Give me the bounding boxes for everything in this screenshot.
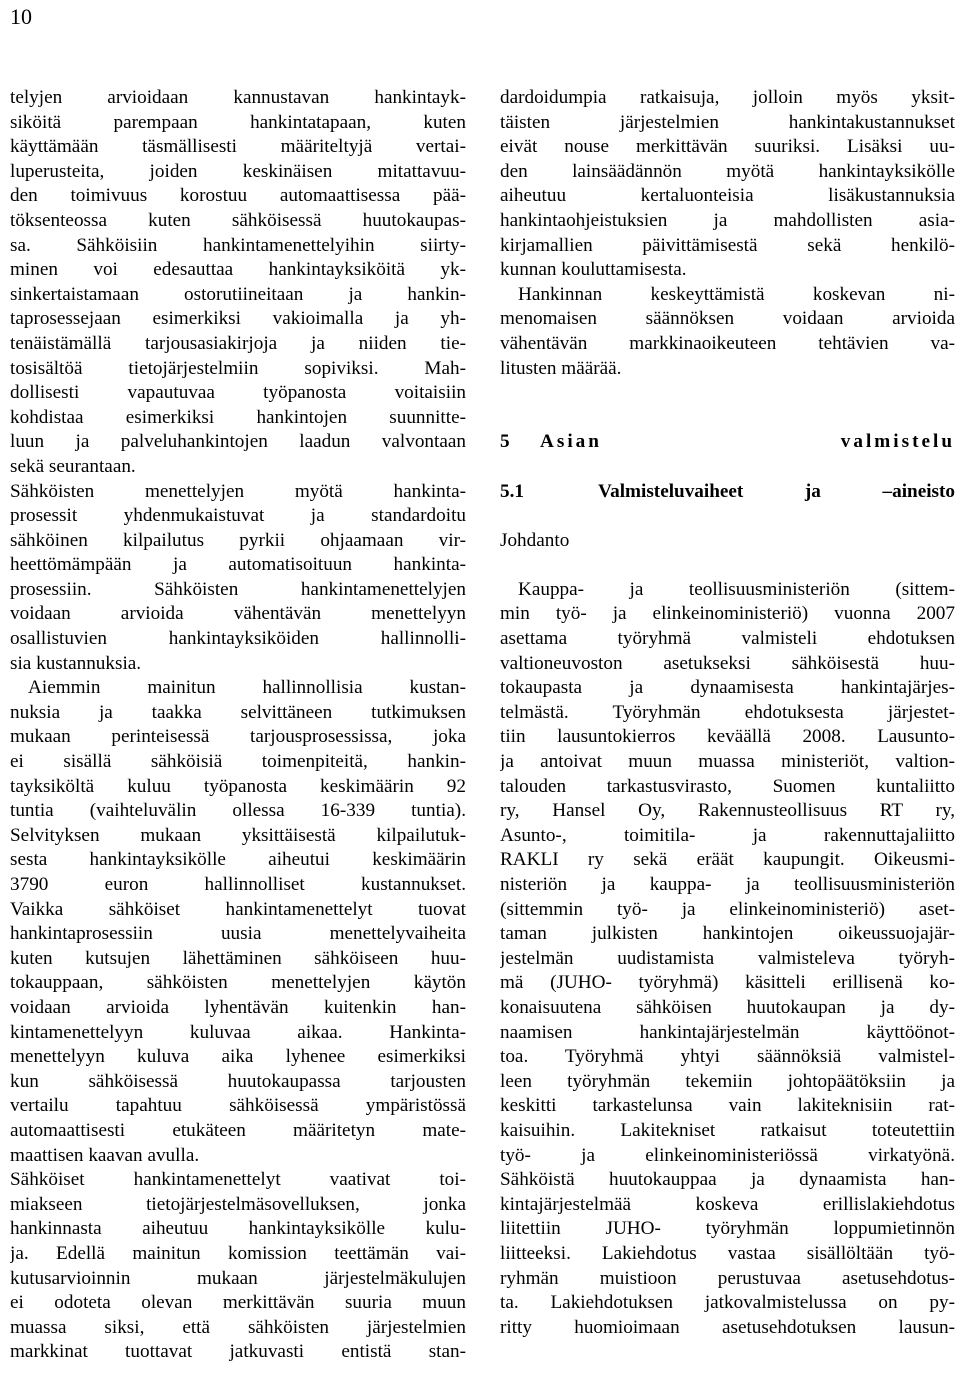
text-line: kintamenettelyyn kuluvaa aikaa. Hankinta- [10,1021,466,1043]
text-line: RAKLI ry sekä eräät kaupungit. Oikeusmi- [500,849,955,871]
text-line: mukaan perinteisessä tarjousprosessissa, joka [10,726,466,748]
text-line: ei sisällä sähköisiä toimenpiteitä, hankin- [10,751,466,773]
text-line: muassa siksi, että sähköisten järjestelmien [10,1316,466,1338]
text-line: tokauppaan, sähköisten menettelyjen käytön [10,972,466,994]
text-line: valtioneuvoston asetukseksi sähköisestä huu- [500,652,955,674]
text-line: hankintaohjeistuksien ja mahdollisten asia- [500,209,955,231]
text-line: miakseen tietojärjestelmäsovelluksen, jonka [10,1193,466,1215]
text-line: sa. Sähköisiin hankintamenettelyihin siirty- [10,234,466,256]
text-line: ry, Hansel Oy, Rakennusteollisuus RT ry, [500,800,955,822]
text-line: heettömämpään ja automatisoituun hankinta- [10,554,466,576]
text-line: osallistuvien hankintayksiköiden hallinnolli- [10,628,466,650]
text-line: taman julkisten hankintojen oikeussuojajär- [500,923,955,945]
text-line: asettama työryhmä valmisteli ehdotuksen [500,628,955,650]
text-line: sesta hankintayksikölle aiheutui keskimäärin [10,849,466,871]
text-line: Kauppa- ja teollisuusministeriön (sittem- [518,578,955,600]
text-line: liitteeksi. Lakiehdotus vastaa sisällöltään työ- [500,1242,955,1264]
text-line: kaisuihin. Lakitekniset ratkaisut toteutettiin [500,1119,955,1141]
text-line: ritty huomioimaan asetusehdotuksen lausun- [500,1316,955,1338]
text-line: tokaupasta ja dynaamisesta hankintajärjes- [500,677,955,699]
text-line: litusten määrää. [500,357,622,379]
text-line: automaattisesti etukäteen määritetyn mate- [10,1119,466,1141]
text-line: telmästä. Työryhmän ehdotuksesta järjestet- [500,701,955,723]
text-line: den toimivuus korostuu automaattisessa pää- [10,185,466,207]
page-number: 10 [10,4,32,29]
text-line: tiin lausuntokierros keväällä 2008. Lausunto- [500,726,955,748]
text-line: tosisältöä tietojärjestelmiin sopiviksi. Mah- [10,357,466,379]
text-line: ta. Lakiehdotuksen jatkovalmistelussa on py- [500,1292,955,1314]
text-line: konaisuutena sähköisen huutokaupan ja dy- [500,996,955,1018]
right-column-body-text [500,578,955,1340]
subsection-heading [500,480,955,505]
text-line: aiheutuu kertaluonteisia lisäkustannuksia [500,185,955,207]
text-line: käyttämään täsmällisesti määriteltyjä vertai- [10,136,466,158]
text-line: menettelyyn kuluva aika lyhenee esimerkiksi [10,1046,466,1068]
text-line: Sähköistä huutokauppaa ja dynaamista han- [500,1169,955,1191]
text-line: kutusarvioinnin mukaan järjestelmäkulujen [10,1267,466,1289]
left-column [10,86,466,1365]
subsection-number: 5.1 [500,480,524,502]
right-column-top-text [500,86,955,381]
text-line: Vaikka sähköiset hankintamenettelyt tuovat [10,898,466,920]
text-line: sia kustannuksia. [10,652,142,674]
text-line: ryhmän muistioon perustuvaa asetusehdotus- [500,1267,955,1289]
text-line: Hankinnan keskeyttämistä koskevan ni- [518,283,955,305]
section-number: 5 [500,431,510,453]
text-line: nisteriön ja kauppa- ja teollisuusministeriön [500,874,955,895]
text-line: minen voi edesauttaa hankintayksiköitä yk- [10,259,466,281]
text-line: maattisen kaavan avulla. [10,1144,200,1166]
text-line: (sittemmin työ- ja elinkeinoministeriö) aset- [500,898,955,920]
text-line: Sähköisten menettelyjen myötä hankinta- [10,480,466,502]
right-column [500,86,955,1340]
text-line: mä (JUHO- työryhmä) käsitteli erillisenä ko- [500,972,955,994]
text-line: menomaisen säännöksen voidaan arvioida [500,308,955,330]
text-line: prosessit yhdenmukaistuvat ja standardoitu [10,505,466,527]
text-line: kuten kutsujen lähettäminen sähköiseen huu- [10,947,466,969]
text-line: 3790 euron hallinnolliset kustannukset. [10,874,466,895]
text-line: taprosessejaan esimerkiksi vakioimalla ja yh- [10,308,466,330]
text-line: sinkertaistamaan ostorutiineitaan ja hankin- [10,283,466,305]
text-line: Selvityksen mukaan yksittäisestä kilpailutuk- [10,824,466,846]
text-line: markkinat tuottavat jatkuvasti entistä stan- [10,1341,466,1363]
text-line: tenäistämällä tarjousasiakirjoja ja niiden tie- [10,332,466,354]
text-line: Sähköiset hankintamenettelyt vaativat toi- [10,1169,466,1191]
text-line: ei odoteta olevan merkittävän suuria muun [10,1292,466,1314]
text-line: jestelmän uudistamista valmisteleva työryh- [500,947,955,969]
text-line: eivät nouse merkittävän suuriksi. Lisäksi uu- [500,136,955,158]
text-line: talouden tarkastusvirasto, Suomen kuntaliitto [500,775,955,797]
text-line: nuksia ja taakka selvittäneen tutkimuksen [10,701,466,723]
text-line: luperusteita, joiden keskinäisen mitattavuu- [10,160,466,182]
text-line: toa. Työryhmä yhtyi säännöksiä valmistel- [500,1046,955,1068]
text-line: naamisen hankintajärjestelmän käyttöönot- [500,1021,955,1043]
text-line: kintajärjestelmää koskeva erillislakiehdotus [500,1193,955,1215]
subheading-johdanto: Johdanto [500,529,570,551]
text-line: tuntia (vaihteluvälin ollessa 16-339 tuntia). [10,800,466,822]
text-line: sekä seurantaan. [10,455,136,477]
text-line: dollisesti vapautuvaa työpanosta voitaisiin [10,382,466,404]
text-line: Aiemmin mainitun hallinnollisia kustan- [28,677,466,699]
text-line: työ- ja elinkeinoministeriössä virkatyönä. [500,1144,955,1166]
section-heading [500,430,955,455]
text-line: täisten järjestelmien hankintakustannukset [500,111,955,133]
text-line: telyjen arvioidaan kannustavan hankintayk- [10,87,466,108]
text-line: töksenteossa kuten sähköisessä huutokaupas- [10,209,466,231]
text-line: vähentävän markkinaoikeuteen tehtävien va- [500,332,955,354]
text-line: den lainsäädännön myötä hankintayksikölle [500,160,955,182]
section-title: Asian valmistelu [540,431,955,453]
text-line: kirjamallien päivittämisestä sekä henkilö- [500,234,955,256]
text-line: min työ- ja elinkeinoministeriö) vuonna 2007 [500,603,955,625]
text-line: dardoidumpia ratkaisuja, jolloin myös yksit- [500,87,955,108]
text-line: hankinnasta aiheutuu hankintayksikölle kulu- [10,1218,466,1240]
text-line: vertailu tapahtuu sähköisessä ympäristössä [10,1095,466,1117]
text-line: kunnan kouluttamisesta. [500,259,687,281]
text-line: tayksiköltä kuluu työpanosta keskimäärin 92 [10,775,466,797]
text-line: voidaan arvioida vähentävän menettelyyn [10,603,466,625]
text-line: voidaan arvioida lyhentävän kuitenkin han- [10,996,466,1018]
text-line: keskitti tarkastelunsa vain lakiteknisiin rat- [500,1095,955,1117]
text-line: ja antoivat muun muassa ministeriöt, valtion- [500,751,955,773]
text-line: prosessiin. Sähköisten hankintamenettelyjen [10,578,466,600]
text-line: liitettiin JUHO- työryhmän loppumietinnön [500,1218,955,1240]
text-line: kohdistaa esimerkiksi hankintojen suunnitte- [10,406,466,428]
text-line: ja. Edellä mainitun komission teettämän vai- [10,1242,466,1264]
text-line: hankintaprosessiin uusia menettelyvaiheita [10,923,466,945]
text-line: leen työryhmän tekemiin johtopäätöksiin ja [500,1070,955,1092]
text-line: kun sähköisessä huutokaupassa tarjousten [10,1070,466,1092]
text-line: Asunto-, toimitila- ja rakennuttajaliitto [500,824,955,846]
subsection-title: Valmisteluvaiheet ja –aineisto [598,480,955,502]
text-line: luun ja palveluhankintojen laadun valvontaan [10,431,466,453]
text-line: sähköinen kilpailutus pyrkii ohjaamaan vir- [10,529,466,551]
text-line: siköitä parempaan hankintatapaan, kuten [10,111,466,133]
